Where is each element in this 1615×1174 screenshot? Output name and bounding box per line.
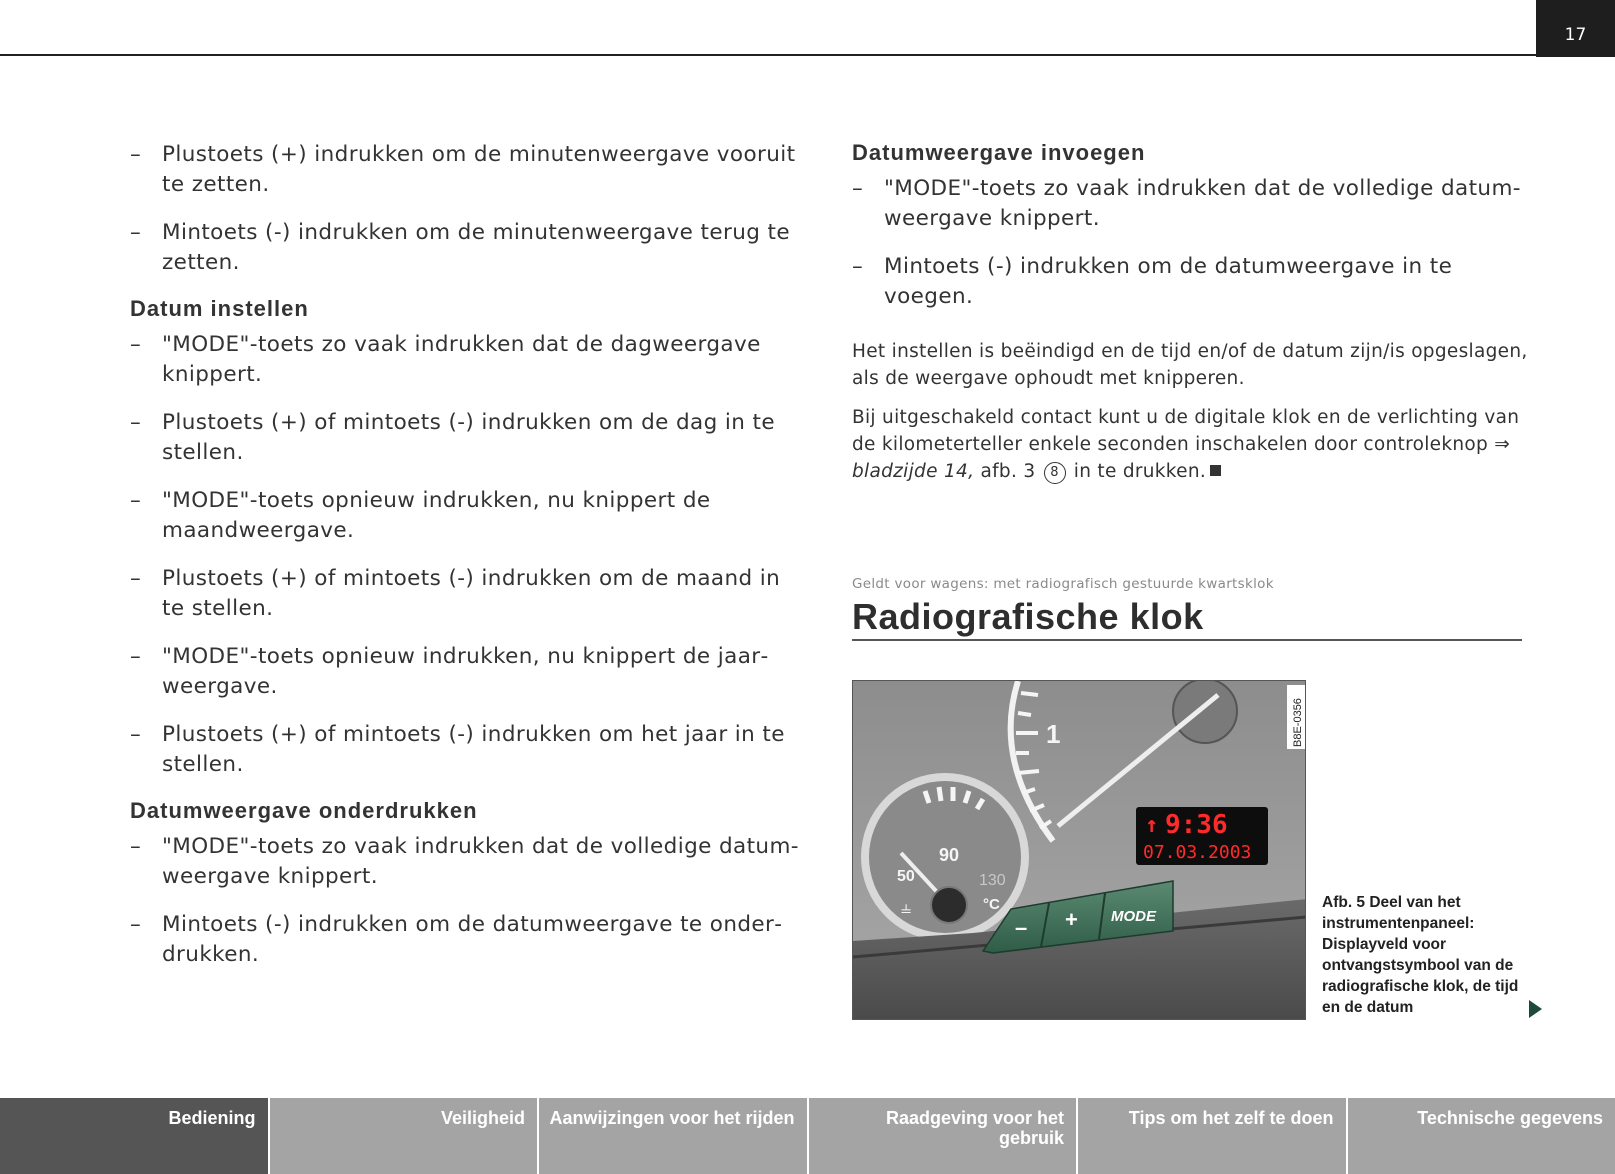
temp-label-90: 90 [939, 845, 960, 865]
right-column [852, 140, 1532, 497]
nav-tab-veiligheid[interactable]: Veiligheid [268, 1098, 538, 1174]
heading-datum-instellen: Datum instellen [130, 296, 309, 321]
list-item: – "MODE"-toets opnieuw indrukken, nu knippert de jaarweergave. [130, 644, 769, 699]
list-item: – Plustoets (+) of mintoets (-) indrukken om de dag in te stellen. [130, 410, 775, 465]
coolant-icon: ⫨ [901, 897, 912, 918]
nav-tab-technische-gegevens[interactable]: Technische gegevens [1346, 1098, 1615, 1174]
list-item: – "MODE"-toets zo vaak indrukken dat de volledige datumweergave knippert. [130, 834, 799, 889]
nav-tab-bediening[interactable]: Bediening [0, 1098, 268, 1174]
list-item: – Mintoets (-) indrukken om de datumweergave in te voegen. [852, 254, 1453, 309]
heading-datum-onderdrukken: Datumweergave onderdrukken [130, 798, 478, 823]
list-item: – "MODE"-toets zo vaak indrukken dat de volledige datumweergave knippert. [852, 176, 1521, 231]
section-title: Radiografische klok [852, 596, 1204, 637]
temp-unit: °C [983, 896, 1000, 913]
list-item: – "MODE"-toets zo vaak indrukken dat de dagweergave knippert. [130, 332, 761, 387]
minus-button: – [1015, 915, 1028, 940]
heading-datum-invoegen: Datumweergave invoegen [852, 140, 1146, 165]
top-rule [0, 54, 1536, 56]
instrument-panel-illustration [853, 681, 1306, 1020]
list-item: – "MODE"-toets opnieuw indrukken, nu knippert de maandweergave. [130, 488, 711, 543]
list-item: – Plustoets (+) of mintoets (-) indrukken om de maand in te stellen. [130, 566, 781, 621]
figure-caption: Afb. 5 Deel van het instrumentenpaneel: Displayveld voor ontvangstsymbool van de radiografische klok, de tijd en de datum [1322, 894, 1519, 1016]
temperature-needle-hub [931, 887, 967, 923]
instrument-panel-figure [852, 680, 1306, 1020]
dial-number-1: 1 [1046, 719, 1061, 749]
temp-label-50: 50 [897, 868, 915, 885]
display-time: 9:36 [1165, 810, 1228, 840]
mode-button: MODE [1111, 908, 1156, 925]
left-column [130, 140, 800, 988]
section-rule [852, 639, 1522, 641]
plus-button: + [1065, 907, 1078, 932]
list-item: – Mintoets (-) indrukken om de datumweergave te onderdrukken. [130, 912, 783, 967]
temp-label-130: 130 [979, 872, 1006, 889]
needle-hub [1173, 681, 1237, 743]
list-item: – Plustoets (+) of mintoets (-) indrukken om het jaar in te stellen. [130, 722, 785, 777]
list-item: – Mintoets (-) indrukken om de minutenweergave terug te zetten. [130, 220, 790, 275]
end-of-section-mark [1210, 465, 1221, 476]
chapter-navigation [0, 1098, 1615, 1174]
paragraph-finished: Het instellen is beëindigd en de tijd en/of de datum zijn/is opgeslagen, als de weergave ophoudt met knipperen. [852, 341, 1528, 389]
nav-tab-raadgeving[interactable]: Raadgeving voor het gebruik [807, 1098, 1077, 1174]
applies-to-note: Geldt voor wagens: met radiografisch gestuurde kwartsklok [852, 576, 1274, 592]
page-reference-link[interactable]: bladzijde 14, [852, 461, 975, 482]
display-date: 07.03.2003 [1143, 842, 1252, 863]
page-number: 17 [1536, 0, 1615, 57]
list-item: – Plustoets (+) indrukken om de minutenweergave vooruit te zetten. [130, 142, 796, 197]
radio-reception-icon: ↑ [1145, 813, 1159, 838]
nav-tab-tips[interactable]: Tips om het zelf te doen [1076, 1098, 1346, 1174]
figure-code: B8E-0356 [1292, 698, 1304, 747]
paragraph-ignition-off: Bij uitgeschakeld contact kunt u de digitale klok en de verlichting van de kilometerteller enkele seconden inschakelen door controleknop ⇒ bladzijde 14, afb. 3 8 in te drukken. [852, 407, 1520, 482]
next-page-arrow-icon[interactable] [1529, 1000, 1542, 1018]
nav-tab-aanwijzingen[interactable]: Aanwijzingen voor het rijden [537, 1098, 807, 1174]
callout-number: 8 [1044, 462, 1066, 484]
